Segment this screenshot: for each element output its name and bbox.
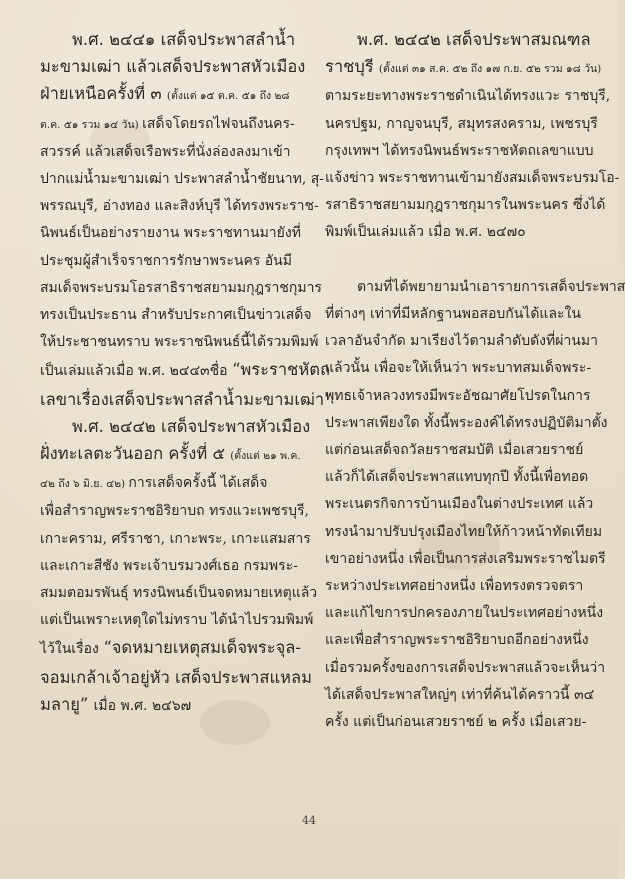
text-line: และเกาะสีชัง พระเจ้าบรมวงศ์เธอ กรมพระ-: [40, 557, 298, 574]
left-column: [40, 26, 333, 720]
text-line: ปากแม่น้ำมะขามเฒ่า ประพาสลำน้ำชัยนาท, สุ-: [40, 171, 325, 188]
text-line: และเพื่อสำราญพระราชอิริยาบถอีกอย่างหนึ่ง: [325, 632, 589, 649]
text-line: รสาธิราชสยามมกุฎราชกุมารในพระนคร ซึ่งได้: [325, 197, 606, 214]
text-span: “จดหมายเหตุสมเด็จพระจุล-: [103, 638, 301, 658]
text-line: จอมเกล้าเจ้าอยู่หัว เสด็จประพาสแหลม: [40, 667, 313, 687]
text-line: เลขาเรื่องเสด็จประพาสลำน้ำมะขามเฒ่า”: [40, 389, 333, 409]
text-line: พ.ศ. ๒๔๔๒ เสด็จประพาสหัวเมือง: [72, 416, 311, 436]
text-span: ฝั่งทะเลตะวันออก ครั้งที่ ๕: [40, 444, 231, 464]
text-line: [40, 356, 330, 385]
page-number: 44: [302, 814, 316, 827]
text-span: การเสด็จครั้งนี้ ได้เสด็จ: [128, 475, 268, 492]
text-line: ระหว่างประเทศอย่างหนึ่ง เพื่อทรงตรวจตรา: [325, 578, 584, 595]
text-span: (ตั้งแต่ ๑๕ ต.ค. ๕๑ ถึง ๒๘: [166, 90, 290, 103]
text-line: [40, 470, 298, 498]
text-line: [40, 691, 298, 720]
text-span: เสด็จโดยรถไฟจนถึงนคร-: [142, 115, 295, 132]
text-line: พรรณบุรี, อ่างทอง และสิงห์บุรี ได้ทรงพระราช-: [40, 198, 319, 215]
text-line: แล้วก็ได้เสด็จประพาสแทบทุกปี ทั้งนี้เพื่อทอด: [325, 469, 589, 486]
text-line: สมมตอมรพันธุ์ ทรงนิพนธ์เป็นจดหมายเหตุแล้ว: [40, 585, 318, 602]
text-line: [40, 634, 301, 663]
text-line: เพื่อสำราญพระราชอิริยาบถ ทรงแวะเพชรบุรี,: [40, 503, 309, 520]
text-line: [40, 440, 301, 470]
text-span: ๔๒ ถึง ๖ มิ.ย. ๔๒): [40, 478, 129, 491]
text-line: ทรงนำมาปรับปรุงเมืองไทยให้ก้าวหน้าทัดเทียม: [325, 523, 603, 540]
text-span: ต.ค. ๕๑ รวม ๑๔ วัน): [40, 118, 143, 131]
text-line: และแก้ไขการปกครองภายในประเทศอย่างหนึ่ง: [325, 605, 604, 622]
text-line: [40, 80, 298, 110]
text-line: นครปฐม, กาญจนบุรี, สมุทรสงคราม, เพชรบุรี: [325, 115, 598, 132]
text-span: (ตั้งแต่ ๒๑ พ.ค.: [230, 450, 301, 463]
text-span: ฝ่ายเหนือครั้งที่ ๓: [40, 84, 167, 104]
text-span: (ตั้งแต่ ๓๑ ส.ค. ๕๒ ถึง ๑๗ ก.ย. ๕๒ รวม ๑๘ วัน): [378, 63, 602, 76]
text-span: “พระราชหัตถ: [232, 360, 330, 380]
right-column: [325, 26, 625, 736]
text-line: สมเด็จพระบรมโอรสาธิราชสยามมกุฎราชกุมาร: [40, 279, 322, 296]
text-line: ให้ประชาชนทราบ พระราชนิพนธ์นี้ได้รวมพิมพ์: [40, 334, 319, 351]
text-span: เมื่อ พ.ศ. ๒๔๖๗: [93, 697, 192, 714]
text-line: แต่ก่อนเสด็จถวัลยราชสมบัติ เมื่อเสวยราชย์: [325, 442, 584, 459]
text-line: แจ้งข่าว พระราชทานเข้ามายังสมเด็จพระบรมโอ-: [325, 170, 620, 187]
text-line: กรุงเทพฯ ได้ทรงนิพนธ์พระราชหัตถเลขาแบบ: [325, 142, 594, 159]
text-line: [325, 53, 602, 83]
text-line: ประชุมผู้สำเร็จราชการรักษาพระนคร อันมี: [40, 252, 292, 269]
text-line: พุทธเจ้าหลวงทรงมีพระอัชฌาศัยโปรดในการ: [325, 387, 591, 404]
text-line: ที่ต่างๆ เท่าที่มีหลักฐานพอสอบกันได้และใน: [325, 306, 581, 323]
text-line: ทรงเป็นประธาน สำหรับประกาศเป็นข่าวเสด็จ: [40, 307, 312, 324]
text-line: ประพาสเพียงใด ทั้งนี้พระองค์ได้ทรงปฏิบัติมาตั้ง: [325, 414, 608, 431]
text-span: ราชบุรี: [325, 57, 379, 77]
text-line: เกาะคราม, ศรีราชา, เกาะพระ, เกาะแสมสาร: [40, 530, 311, 547]
text-span: มลายู”: [40, 694, 94, 714]
text-span: ไว้ในเรื่อง: [40, 641, 104, 658]
text-line: พิมพ์เป็นเล่มแล้ว เมื่อ พ.ศ. ๒๔๗๐: [325, 224, 526, 241]
text-line: มะขามเฒ่า แล้วเสด็จประพาสหัวเมือง: [40, 57, 306, 77]
text-line: [325, 247, 583, 274]
text-span: เป็นเล่มแล้วเมื่อ พ.ศ. ๒๔๔๓ชื่อ: [40, 363, 232, 380]
text-line: เขาอย่างหนึ่ง เพื่อเป็นการส่งเสริมพระราชไมตรี: [325, 550, 606, 567]
text-line: ครั้ง แต่เป็นก่อนเสวยราชย์ ๒ ครั้ง เมื่อเสวย-: [325, 714, 587, 731]
text-line: แล้วนั้น เพื่อจะให้เห็นว่า พระบาทสมเด็จพระ-: [325, 360, 592, 377]
text-line: พ.ศ. ๒๔๔๒ เสด็จประพาสมณฑล: [357, 30, 591, 49]
text-line: เมื่อรวมครั้งของการเสด็จประพาสแล้วจะเห็นว่า: [325, 659, 606, 676]
text-line: นิพนธ์เป็นอย่างรายงาน พระราชทานมายังที่: [40, 225, 301, 242]
text-line: แต่เป็นเพราะเหตุใดไม่ทราบ ได้นำไปรวมพิมพ์: [40, 612, 314, 629]
text-line: [40, 111, 298, 139]
text-line: พระเนตรกิจการบ้านเมืองในต่างประเทศ แล้ว: [325, 496, 594, 513]
text-line: ตามที่ได้พยายามนำเอารายการเสด็จประพาส: [357, 278, 625, 295]
text-line: ตามระยะทางพระราชดำเนินได้ทรงแวะ ราชบุรี,: [325, 88, 611, 105]
text-line: สวรรค์ แล้วเสด็จเรือพระที่นั่งล่องลงมาเข้า: [40, 143, 291, 160]
text-line: เวลาอันจำกัด มาเรียงไว้ตามลำดับดังที่ผ่านมา: [325, 333, 598, 350]
text-line: ได้เสด็จประพาสใหญ่ๆ เท่าที่ค้นได้คราวนี้ ๓๔: [325, 686, 595, 703]
text-line: พ.ศ. ๒๔๔๑ เสด็จประพาสลำน้ำ: [72, 30, 296, 49]
